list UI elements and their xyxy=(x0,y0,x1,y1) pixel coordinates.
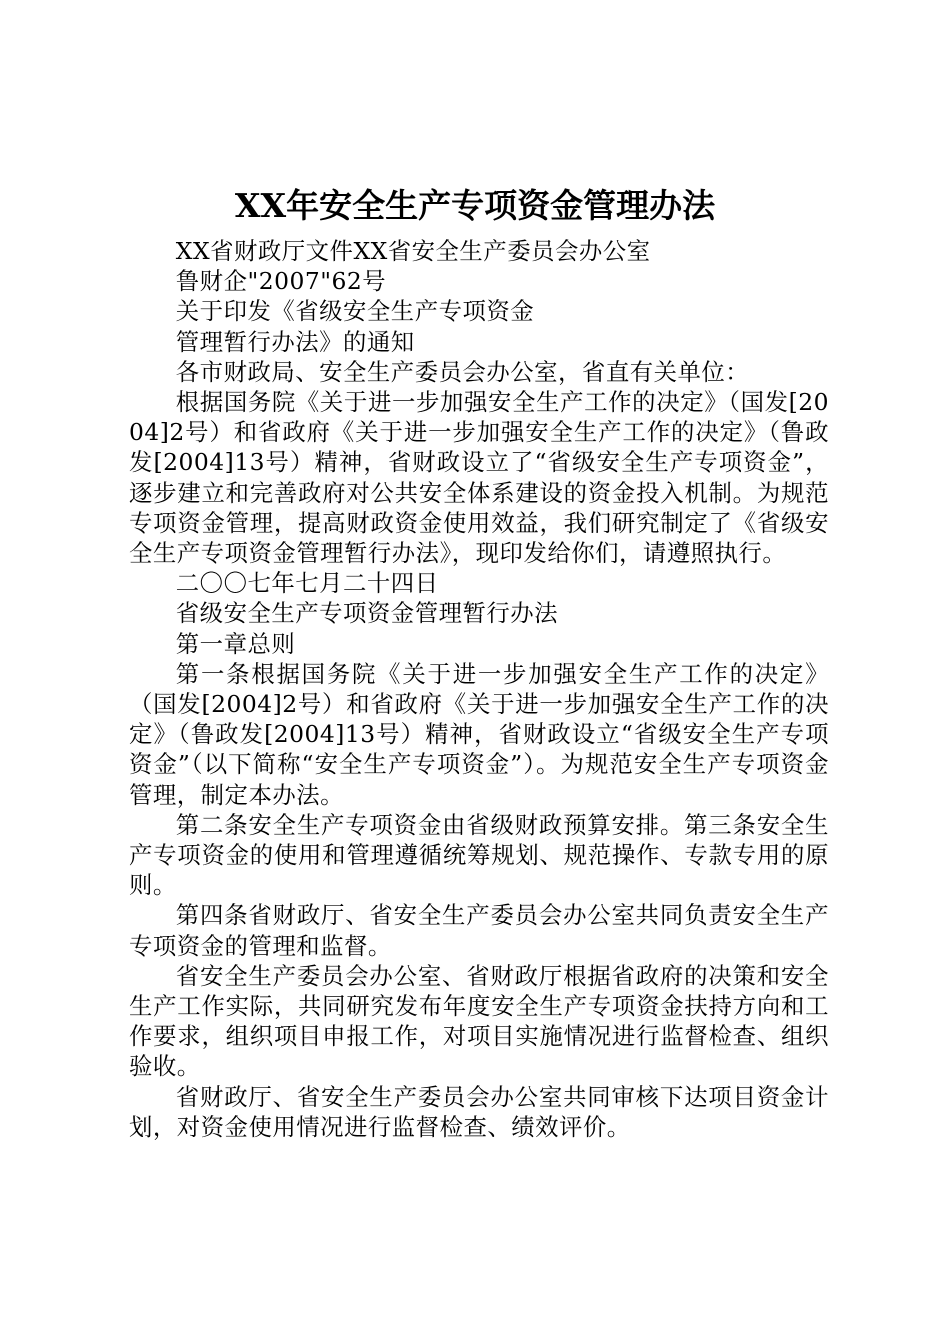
chapter-heading: 第一章总则 xyxy=(175,629,296,658)
notice-body-paragraph: 根据国务院《关于进一步加强安全生产工作的决定》（国发[2004]2号）和省政府《关于进一步加强安全生产工作的决定》（鲁政发[2004]13号）精神，省财政设立了“省级安全生产专项资金”，逐步建立和完善政府对公共安全体系建设的资金投入机制。为规范专项资金管理，提高财政资金使用效益，我们研究制定了《省级安全生产专项资金管理暂行办法》，现印发给你们，请遵照执行。 xyxy=(129,388,829,568)
safety-office-duties-paragraph: 省安全生产委员会办公室、省财政厅根据省政府的决策和安全生产工作实际，共同研究发布年度安全生产专项资金扶持方向和工作要求，组织项目申报工作，对项目实施情况进行监督检查、组织验收。 xyxy=(129,961,829,1081)
notice-title-line-2: 管理暂行办法》的通知 xyxy=(175,327,415,356)
article-2-3-paragraph: 第二条安全生产专项资金由省级财政预算安排。第三条安全生产专项资金的使用和管理遵循统筹规划、规范操作、专款专用的原则。 xyxy=(129,810,829,900)
measures-title: 省级安全生产专项资金管理暂行办法 xyxy=(175,599,559,628)
article-4-paragraph: 第四条省财政厅、省安全生产委员会办公室共同负责安全生产专项资金的管理和监督。 xyxy=(129,901,829,960)
addressee-line: 各市财政局、安全生产委员会办公室，省直有关单位： xyxy=(175,357,750,386)
document-number: 鲁财企"2007"62号 xyxy=(175,267,387,296)
notice-title-line-1: 关于印发《省级安全生产专项资金 xyxy=(175,297,535,326)
article-1-paragraph: 第一条根据国务院《关于进一步加强安全生产工作的决定》（国发[2004]2号）和省政府《关于进一步加强安全生产工作的决定》（鲁政发[2004]13号）精神，省财政设立“省级安全生产专项资金”（以下简称“安全生产专项资金”）。为规范安全生产专项资金管理，制定本办法。 xyxy=(129,659,829,809)
issuer-line: XX省财政厅文件XX省安全生产委员会办公室 xyxy=(175,237,651,265)
date-line: 二〇〇七年七月二十四日 xyxy=(175,569,439,598)
document-body xyxy=(129,236,829,1142)
finance-dept-duties-paragraph: 省财政厅、省安全生产委员会办公室共同审核下达项目资金计划，对资金使用情况进行监督检查、绩效评价。 xyxy=(129,1082,829,1141)
document-title: XX年安全生产专项资金管理办法 xyxy=(234,186,716,225)
